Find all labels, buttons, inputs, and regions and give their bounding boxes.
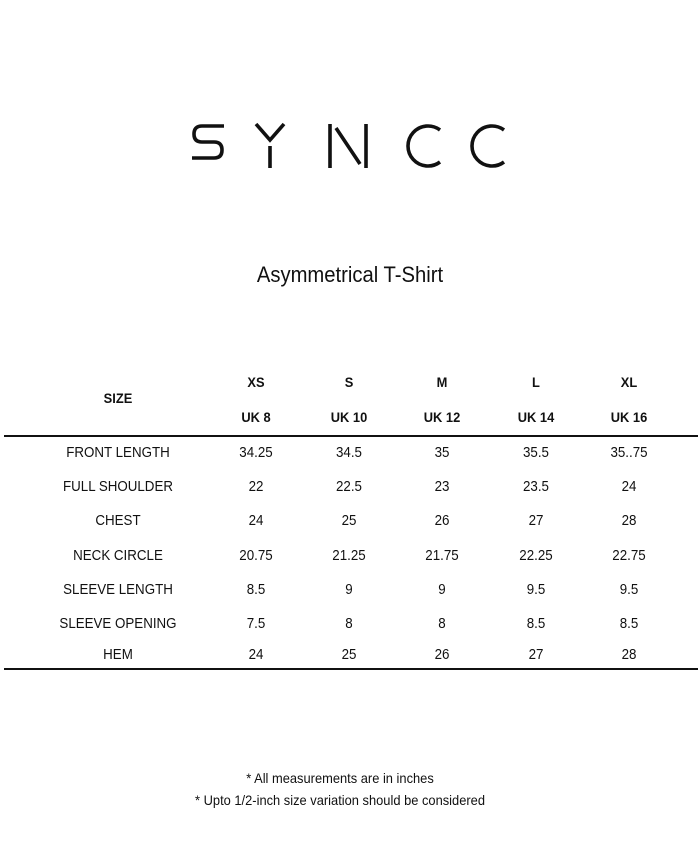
row-value: 22.5	[336, 479, 362, 495]
variation-note: * Upto 1/2-inch size variation should be considered	[195, 792, 485, 808]
row-value: 35.5	[523, 445, 549, 461]
row-value: 21.75	[425, 548, 459, 564]
brand-logo	[190, 120, 510, 172]
row-label: NECK CIRCLE	[73, 548, 163, 564]
row-value: 9.5	[526, 582, 546, 598]
row-value: 8	[345, 616, 353, 632]
row-value: 8.5	[246, 582, 266, 598]
row-value: 28	[621, 513, 637, 529]
row-value: 24	[621, 479, 637, 495]
row-value: 21.25	[332, 548, 366, 564]
table-bottom-divider	[4, 668, 698, 670]
col-uk-s: UK 10	[330, 409, 368, 425]
row-value: 23	[434, 479, 450, 495]
row-label: SLEEVE OPENING	[59, 616, 177, 632]
col-size-m: M	[436, 374, 448, 390]
col-size-s: S	[344, 374, 354, 390]
measurement-note: * All measurements are in inches	[246, 770, 434, 786]
row-value: 25	[341, 647, 357, 663]
col-uk-m: UK 12	[423, 409, 461, 425]
table-header-divider	[4, 435, 698, 437]
row-value: 24	[248, 513, 264, 529]
row-label: FULL SHOULDER	[63, 479, 173, 495]
row-label: FRONT LENGTH	[66, 445, 170, 461]
row-label: HEM	[103, 647, 133, 663]
row-value: 34.25	[239, 445, 273, 461]
row-value: 35	[434, 445, 450, 461]
col-uk-xl: UK 16	[610, 409, 648, 425]
row-value: 26	[434, 513, 450, 529]
row-value: 20.75	[239, 548, 273, 564]
row-value: 8.5	[619, 616, 639, 632]
row-value: 28	[621, 647, 637, 663]
row-value: 35..75	[610, 445, 648, 461]
row-value: 8.5	[526, 616, 546, 632]
col-size-xl: XL	[620, 374, 638, 390]
row-value: 25	[341, 513, 357, 529]
row-value: 27	[528, 513, 544, 529]
col-uk-l: UK 14	[517, 409, 555, 425]
row-value: 22.25	[519, 548, 553, 564]
row-value: 7.5	[246, 616, 266, 632]
row-value: 26	[434, 647, 450, 663]
row-value: 24	[248, 647, 264, 663]
product-title: Asymmetrical T-Shirt	[256, 262, 444, 287]
row-value: 23.5	[523, 479, 549, 495]
size-header: SIZE	[103, 390, 133, 406]
row-value: 22	[248, 479, 264, 495]
col-uk-xs: UK 8	[241, 409, 271, 425]
col-size-xs: XS	[247, 374, 265, 390]
col-size-l: L	[532, 374, 540, 390]
row-label: CHEST	[95, 513, 141, 529]
row-value: 9.5	[619, 582, 639, 598]
row-value: 8	[438, 616, 446, 632]
row-value: 9	[438, 582, 446, 598]
row-label: SLEEVE LENGTH	[63, 582, 173, 598]
row-value: 34.5	[336, 445, 362, 461]
row-value: 22.75	[612, 548, 646, 564]
row-value: 9	[345, 582, 353, 598]
row-value: 27	[528, 647, 544, 663]
